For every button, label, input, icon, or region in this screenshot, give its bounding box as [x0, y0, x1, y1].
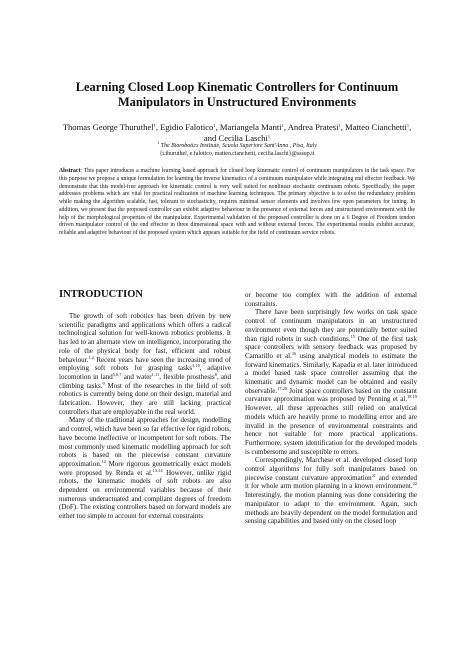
- paragraph-text: Correspondingly, Marchese et al. developed closed loop control algorithms for fully soft manipulators based on piecewise constant curvature approximation: [245, 456, 417, 482]
- paragraph-text: Recent years have seen the increasing trend of employing soft robots for grasping tasks: [59, 355, 231, 373]
- author-affiliation-marker: 1: [338, 123, 341, 128]
- left-column-body: [59, 312, 231, 521]
- author-list: Thomas George Thuruthel$^1$, Egidio Falotico$^1$, Mariangela Manti$^1$, Andrea Pratesi$^1$, Matteo Cianchetti$^1$, and Cecilia Laschi$^1$: [62, 122, 412, 143]
- paragraph-text: , and climbing tasks.: [59, 372, 231, 390]
- paragraph-text: Most of the researches in the field of soft robotics is currently being done on their design, material and fabrication. However, they are still lacking practical controllers that are employable in the real world.: [59, 381, 232, 416]
- author-emails: {t.thuruthel, e.falotico, matteo.cianchetti, cecilia.laschi}@sssup.it: [159, 150, 315, 157]
- paragraph-text: The growth of soft robotics has been driven by new scientific paradigms and applications which offers a radical technological solution for well-known robotics problems. It has led to an alternate view on intelligence, incorporating the role of the physical body for fast, efficient and robust behaviour.: [59, 312, 231, 364]
- body-paragraph: [59, 312, 231, 416]
- right-column-body: [245, 291, 417, 526]
- paragraph-text: using analytical models to estimate the forward kinematics. Similarly, Kapadia et al. later introduced a model based task space controller assuming that the kinematic and dynamic model can be obtained and easily observable.: [245, 351, 417, 395]
- citation-reference: 15: [350, 333, 355, 339]
- institution-name: The Biorobotics Institute, Scuola Superiore Sant'Anna , Pisa, Italy: [160, 143, 317, 149]
- paragraph-text: and extended it for whole arm motion planning in a known environment.: [245, 473, 417, 491]
- author-affiliation-marker: 1: [153, 123, 156, 128]
- paper-title: Learning Closed Loop Kinematic Controllers for Continuum Manipulators in Unstructured Environments: [75, 80, 399, 109]
- paragraph-text: There have been surprisingly few works on task space control of continuum manipulators in an unstructured environment even though they are potentially better suited than rigid robots in such conditions.: [245, 308, 417, 343]
- paragraph-text: However, unlike rigid robots, the kinematic models of soft robots are also dependent on environmental variables because of their numerous underactuated and compliant degrees of freedom (DoF). The existing controllers based on forward models are either too simple to account for external constraints: [59, 468, 232, 521]
- paragraph-text: or become too complex with the addition of external constraints.: [245, 291, 417, 308]
- paragraph-text: Many of the traditional approaches for design, modelling and control, which have been so far effective for rigid robots, have become ineffective or incompetent for soft robots. The most commonly used kinematic modelling approach for soft robots is based on the piecewise constant curvature approximation.: [59, 416, 231, 468]
- body-paragraph: [245, 308, 417, 456]
- author-name: and Cecilia Laschi: [203, 133, 268, 143]
- citation-reference: 12: [101, 458, 106, 464]
- citation-reference: 1,11: [151, 371, 160, 377]
- citation-reference: 22: [412, 481, 417, 487]
- author-affiliation-marker: 1: [213, 123, 216, 128]
- author-affiliation-marker: 1: [267, 134, 271, 139]
- citation-reference: 18,19: [407, 394, 417, 400]
- paragraph-text: More rigorous geometrically exact models were proposed by Renda et al.: [59, 459, 231, 477]
- author-name: Mariangela Manti: [219, 122, 282, 132]
- abstract-text: : This paper introduces a machine learning based approach for closed loop kinematic control of continuum manipulators in the task space. For this purpose we propose a unique formulation for learning the inverse kinematics of a continuum manipulator while integrating end effector feedback. We demonstrate that this model-free approach for kinematic control is very well suited for nonlinear stochastic continuum robots. Specifically, the paper addresses problems which are vital for practical realization of machine learning techniques. The primary objective is to solve the redundancy problem while making the algorithm scalable, fast, tolerant to stochasticity, requires minimal sensor elements and involves few open parameters for tuning. In addition, we present that the proposed controller can exhibit adaptive behaviour in the presence of external forces and unstructured environment with the help of the morphological properties of the manipulator. Experimental validation of the proposed controller is done on a 6 Degree of Freedom tendon driven manipulator control of the end effector in three dimensional space with and without external forces. The experimental results exhibit accurate, reliable and adaptive behaviour of the proposed system which appears suitable for the field of continuum service robots.: [59, 168, 415, 236]
- paragraph-text: , adaptive locomotion in land: [59, 364, 231, 381]
- affiliation-block: [60, 140, 414, 158]
- author-name: Andrea Pratesi: [287, 122, 339, 132]
- section-heading-introduction: INTRODUCTION: [59, 289, 144, 300]
- citation-reference: 17,20: [277, 385, 287, 391]
- body-paragraph: [245, 291, 417, 308]
- paragraph-text: However, all these approaches still relied on analytical models which are heavily prone to modelling error and are invalid in the presence of environmental constraints and hence not suitable for more practical applications. Furthermore, system identification for the developed models is cumbersome and susceptible to errors.: [245, 404, 417, 456]
- paragraph-text: One of the first task space controllers with sensory feedback was proposed by Camarillo et al.: [245, 334, 417, 360]
- affiliation-marker: 1: [157, 140, 160, 145]
- paragraph-text: Joint space controllers based on the constant curvature approximation was proposed by Penning et al.: [245, 386, 417, 404]
- author-name: Egidio Falotico: [160, 122, 214, 132]
- paragraph-text: and water: [121, 372, 152, 381]
- affiliation-institution: [60, 140, 414, 151]
- abstract: [59, 168, 415, 238]
- right-column: [245, 291, 417, 526]
- citation-reference: 21: [371, 472, 376, 478]
- citation-reference: 8: [214, 371, 217, 377]
- author-affiliation-marker: 1: [406, 123, 410, 128]
- author-name: Matteo Cianchetti: [345, 122, 407, 132]
- citation-reference: 13,14: [152, 467, 163, 473]
- citation-reference: 9: [102, 380, 105, 386]
- paragraph-text: , flexible prosthesis: [159, 372, 215, 381]
- author-name: Thomas George Thuruthel: [62, 122, 154, 132]
- abstract-label: Abstract: [59, 168, 81, 174]
- left-column: [59, 289, 231, 521]
- paragraph-text: Interestingly, the motion planning was done considering the manipulator to adapt to the environment. Again, such methods are heavily dependent on the model formulation and sensing capabilities and based only on the closed loop: [245, 491, 417, 526]
- citation-reference: 5,6,7: [112, 371, 122, 377]
- author-affiliation-marker: 1: [281, 123, 284, 128]
- body-paragraph: [59, 416, 231, 520]
- body-paragraph: [245, 456, 417, 526]
- citation-reference: 3,10: [192, 363, 200, 369]
- citation-reference: 1,2: [88, 354, 94, 360]
- citation-reference: 16: [291, 350, 297, 356]
